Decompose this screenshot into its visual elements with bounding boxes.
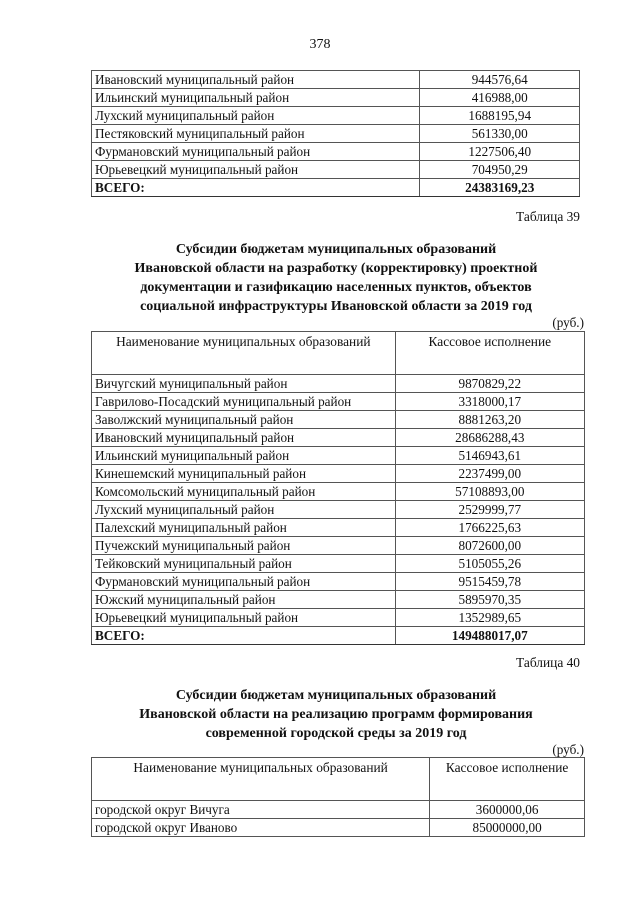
- continued-table: [91, 70, 580, 197]
- row-value: 9515459,78: [395, 573, 584, 591]
- caption-line: Субсидии бюджетам муниципальных образований: [175, 688, 497, 703]
- header-name: Наименование муниципальных образований: [92, 758, 430, 801]
- row-value: 5105055,26: [395, 555, 584, 573]
- table-40-label: Таблица 40: [516, 655, 580, 670]
- total-label: ВСЕГО:: [92, 179, 420, 197]
- table-row: [92, 519, 585, 537]
- row-name: Ильинский муниципальный район: [92, 89, 420, 107]
- row-name: Пучежский муниципальный район: [92, 537, 396, 555]
- table-40: [91, 757, 585, 837]
- table-row: [92, 161, 580, 179]
- caption-line: социальной инфраструктуры Ивановской области за 2019 год: [140, 299, 532, 314]
- row-name: Юрьевецкий муниципальный район: [92, 161, 420, 179]
- caption-line: Ивановской области на реализацию программ формирования: [139, 707, 533, 722]
- row-value: 1352989,65: [395, 609, 584, 627]
- table-row: [92, 411, 585, 429]
- row-value: 1688195,94: [420, 107, 580, 125]
- table-row: [92, 609, 585, 627]
- table-row: [92, 465, 585, 483]
- row-value: 2529999,77: [395, 501, 584, 519]
- table-row: [92, 71, 580, 89]
- table-39-label: Таблица 39: [516, 209, 580, 224]
- caption-line: современной городской среды за 2019 год: [205, 726, 467, 741]
- row-value: 561330,00: [420, 125, 580, 143]
- table-row: [92, 573, 585, 591]
- table-row: [92, 501, 585, 519]
- caption-line: Субсидии бюджетам муниципальных образований: [175, 242, 497, 257]
- row-value: 8881263,20: [395, 411, 584, 429]
- row-name: Южский муниципальный район: [92, 591, 396, 609]
- row-name: Заволжский муниципальный район: [92, 411, 396, 429]
- table-row: [92, 429, 585, 447]
- row-value: 9870829,22: [395, 375, 584, 393]
- table-row: [92, 819, 585, 837]
- row-name: Вичугский муниципальный район: [92, 375, 396, 393]
- row-name: Лухский муниципальный район: [92, 501, 396, 519]
- row-name: Фурмановский муниципальный район: [92, 143, 420, 161]
- row-name: Гаврилово-Посадский муниципальный район: [92, 393, 396, 411]
- row-value: 85000000,00: [430, 819, 585, 837]
- table-row: [92, 591, 585, 609]
- row-name: городской округ Вичуга: [92, 801, 430, 819]
- header-value: Кассовое исполнение: [395, 332, 584, 375]
- table-row: [92, 483, 585, 501]
- table-row: [92, 143, 580, 161]
- row-name: Ивановский муниципальный район: [92, 429, 396, 447]
- row-value: 1227506,40: [420, 143, 580, 161]
- table-header-row: [92, 758, 585, 801]
- table-row: [92, 801, 585, 819]
- row-value: 416988,00: [420, 89, 580, 107]
- table-40-caption: [91, 686, 581, 743]
- row-value: 57108893,00: [395, 483, 584, 501]
- table-row: [92, 125, 580, 143]
- caption-line: документации и газификацию населенных пунктов, объектов: [140, 280, 532, 295]
- row-name: Комсомольский муниципальный район: [92, 483, 396, 501]
- table-row: [92, 89, 580, 107]
- total-row: [92, 179, 580, 197]
- table-row: [92, 537, 585, 555]
- row-name: Тейковский муниципальный район: [92, 555, 396, 573]
- row-value: 5895970,35: [395, 591, 584, 609]
- row-name: Палехский муниципальный район: [92, 519, 396, 537]
- row-value: 3318000,17: [395, 393, 584, 411]
- row-value: 704950,29: [420, 161, 580, 179]
- table-40-unit: (руб.): [552, 742, 584, 757]
- table-row: [92, 375, 585, 393]
- row-name: Лухский муниципальный район: [92, 107, 420, 125]
- row-value: 8072600,00: [395, 537, 584, 555]
- header-name: Наименование муниципальных образований: [92, 332, 396, 375]
- table-39-caption: [91, 240, 581, 316]
- row-name: городской округ Иваново: [92, 819, 430, 837]
- page-number: 378: [309, 37, 331, 52]
- row-value: 28686288,43: [395, 429, 584, 447]
- row-value: 2237499,00: [395, 465, 584, 483]
- header-value: Кассовое исполнение: [430, 758, 585, 801]
- row-name: Фурмановский муниципальный район: [92, 573, 396, 591]
- row-name: Ивановский муниципальный район: [92, 71, 420, 89]
- total-value: 24383169,23: [420, 179, 580, 197]
- total-label: ВСЕГО:: [92, 627, 396, 645]
- total-value: 149488017,07: [395, 627, 584, 645]
- caption-line: Ивановской области на разработку (корректировку) проектной: [134, 261, 538, 276]
- table-row: [92, 447, 585, 465]
- row-value: 944576,64: [420, 71, 580, 89]
- row-name: Ильинский муниципальный район: [92, 447, 396, 465]
- total-row: [92, 627, 585, 645]
- table-39-unit: (руб.): [552, 315, 584, 330]
- table-row: [92, 107, 580, 125]
- row-name: Кинешемский муниципальный район: [92, 465, 396, 483]
- table-row: [92, 393, 585, 411]
- row-value: 3600000,06: [430, 801, 585, 819]
- row-value: 1766225,63: [395, 519, 584, 537]
- table-header-row: [92, 332, 585, 375]
- table-39: [91, 331, 585, 645]
- row-name: Пестяковский муниципальный район: [92, 125, 420, 143]
- table-row: [92, 555, 585, 573]
- row-value: 5146943,61: [395, 447, 584, 465]
- row-name: Юрьевецкий муниципальный район: [92, 609, 396, 627]
